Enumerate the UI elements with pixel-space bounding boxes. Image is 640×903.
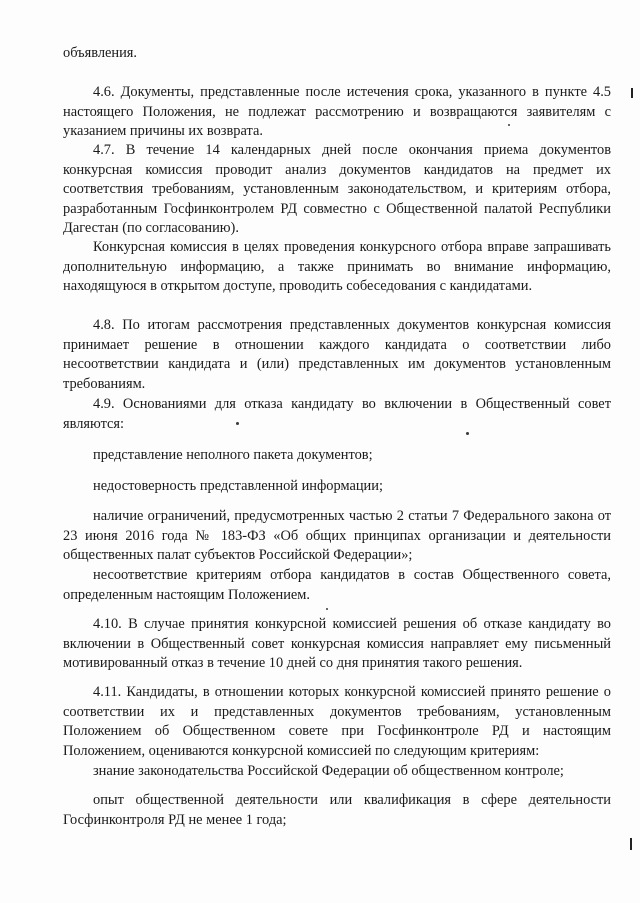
list-item-unreliable-info: недостоверность представленной информации; [93,478,383,494]
scan-speck [326,608,328,610]
paragraph-4-7: 4.7. В течение 14 календарных дней после окончания приема документов конкурсная комиссия проводит анализ документов кандидатов на предмет их соответствия требованиям, установленным законодательством, и критериям отбора, разработанным Госфинконтролем РД совместно с Общественной палатой Республики Дагестан (по согласованию). [63,142,611,237]
criterion-experience: опыт общественной деятельности или квалификация в сфере деятельности Госфинконтроля РД не менее 1 года; [63,792,611,828]
criterion-legislation-knowledge: знание законодательства Российской Федерации об общественном контроле; [93,763,564,779]
scan-speck [236,422,239,425]
list-item-criteria-mismatch: несоответствие критериям отбора кандидатов в состав Общественного совета, определенным настоящим Положением. [63,567,611,603]
paragraph-continuation: объявления. [63,45,138,61]
scan-speck [466,432,469,435]
scan-edge-mark [630,838,632,850]
list-item-incomplete-package: представление неполного пакета документов; [93,447,373,463]
paragraph-4-6: 4.6. Документы, представленные после истечения срока, указанного в пункте 4.5 настоящего Положения, не подлежат рассмотрению и возвращаются заявителям с указанием причины их возврата. [63,84,611,140]
paragraph-4-9: 4.9. Основаниями для отказа кандидату во включении в Общественный совет являются: [63,396,611,432]
paragraph-4-11: 4.11. Кандидаты, в отношении которых конкурсной комиссией принято решение о соответствии их и представленных документов требованиям, установленным Положением об Общественном совете при Госфинконтроле РД и настоящим Положением, оцениваются конкурсной комиссией по следующим критериям: [63,684,611,759]
scan-edge-mark [631,88,633,98]
list-item-restrictions: наличие ограничений, предусмотренных частью 2 статьи 7 Федерального закона от 23 июня 2016 года № 183-ФЗ «Об общих принципах организации и деятельности общественных палат субъектов Российской Федерации»; [63,508,611,564]
paragraph-4-10: 4.10. В случае принятия конкурсной комиссией решения об отказе кандидату во включении в Общественный совет конкурсная комиссия направляет ему письменный мотивированный отказ в течение 10 дней со дня принятия такого решения. [63,616,611,672]
scan-speck [508,124,510,126]
paragraph-4-8: 4.8. По итогам рассмотрения представленных документов конкурсная комиссия принимает решение в отношении каждого кандидата о соответствии либо несоответствии кандидата и (или) представленных им документов установленным требованиям. [63,317,611,392]
paragraph-commission-rights: Конкурсная комиссия в целях проведения конкурсного отбора вправе запрашивать дополнительную информацию, а также принимать во внимание информацию, находящуюся в открытом доступе, проводить собеседования с кандидатами. [63,239,611,295]
